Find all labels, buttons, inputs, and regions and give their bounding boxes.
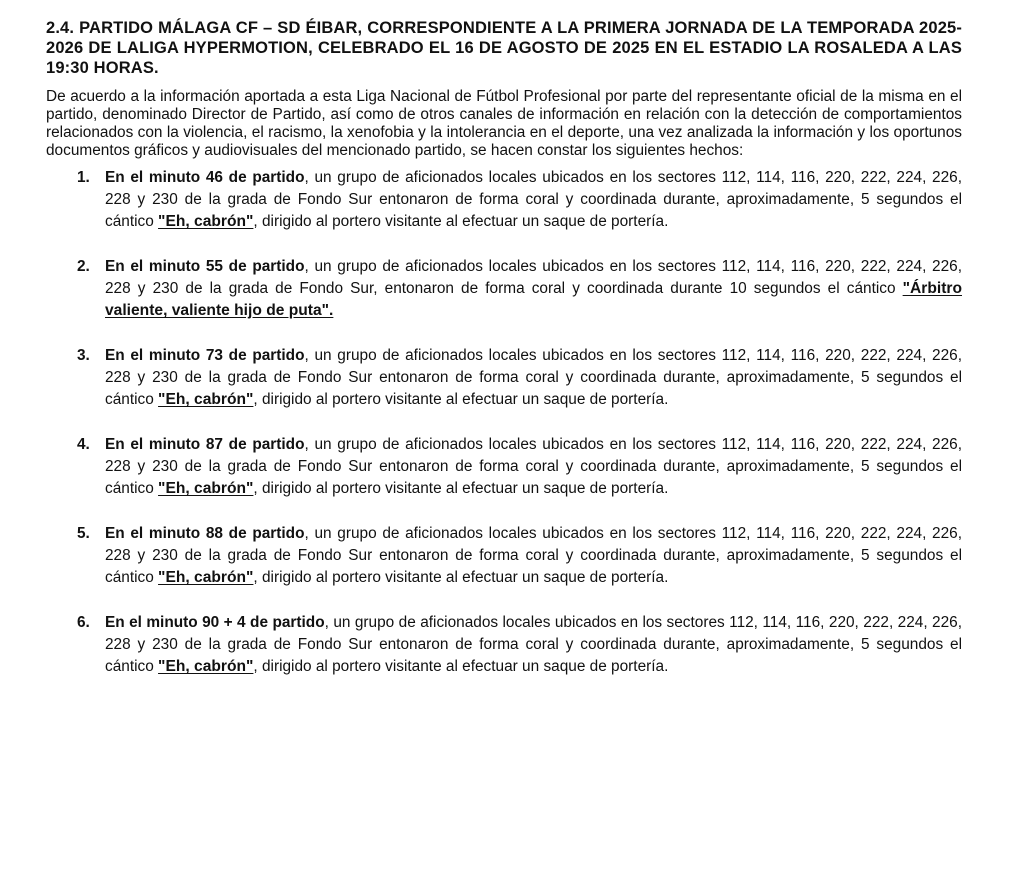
fact-minute: En el minuto 73 de partido	[105, 347, 305, 364]
fact-text: , un grupo de aficionados locales ubicados en los sectores 112, 114, 116, 220, 222, 224, 226, 228 y 230 de la grada de Fondo Sur entonaron de forma coral y coordinada durante, aproximadamente, 5 segundos el cántico	[105, 614, 962, 675]
fact-chant: "Eh, cabrón"	[158, 391, 254, 408]
facts-list	[46, 167, 962, 678]
fact-minute: En el minuto 55 de partido	[105, 258, 305, 275]
fact-item	[46, 256, 962, 322]
fact-tail: , dirigido al portero visitante al efectuar un saque de portería.	[253, 213, 669, 230]
fact-tail: , dirigido al portero visitante al efectuar un saque de portería.	[253, 391, 669, 408]
fact-tail: , dirigido al portero visitante al efectuar un saque de portería.	[253, 569, 669, 586]
fact-chant: "Eh, cabrón"	[158, 658, 254, 675]
fact-tail: , dirigido al portero visitante al efectuar un saque de portería.	[253, 480, 669, 497]
fact-number: 1.	[77, 169, 90, 186]
fact-text: , un grupo de aficionados locales ubicados en los sectores 112, 114, 116, 220, 222, 224, 226, 228 y 230 de la grada de Fondo Sur entonaron de forma coral y coordinada durante, aproximadamente, 5 segundos el cántico	[105, 436, 962, 497]
fact-item	[46, 523, 962, 589]
fact-chant: "Eh, cabrón"	[158, 480, 254, 497]
fact-item	[46, 345, 962, 411]
fact-number: 5.	[77, 525, 90, 542]
fact-item	[46, 434, 962, 500]
fact-chant: "Eh, cabrón"	[158, 213, 254, 230]
section-heading: 2.4. PARTIDO MÁLAGA CF – SD ÉIBAR, CORRESPONDIENTE A LA PRIMERA JORNADA DE LA TEMPORADA 2025-2026 DE LALIGA HYPERMOTION, CELEBRADO EL 16 DE AGOSTO DE 2025 EN EL ESTADIO LA ROSALEDA A LAS 19:30 HORAS.	[46, 19, 962, 77]
fact-number: 6.	[77, 614, 90, 631]
fact-number: 4.	[77, 436, 90, 453]
fact-text: , un grupo de aficionados locales ubicados en los sectores 112, 114, 116, 220, 222, 224, 226, 228 y 230 de la grada de Fondo Sur entonaron de forma coral y coordinada durante, aproximadamente, 5 segundos el cántico	[105, 347, 962, 408]
fact-item	[46, 167, 962, 233]
fact-minute: En el minuto 90 + 4 de partido	[105, 614, 325, 631]
fact-minute: En el minuto 87 de partido	[105, 436, 305, 453]
fact-minute: En el minuto 46 de partido	[105, 169, 305, 186]
intro-paragraph: De acuerdo a la información aportada a esta Liga Nacional de Fútbol Profesional por parte del representante oficial de la misma en el partido, denominado Director de Partido, así como de otros canales de información en relación con la detección de comportamientos relacionados con la violencia, el racismo, la xenofobia y la intolerancia en el deporte, una vez analizada la información y los oportunos documentos gráficos y audiovisuales del mencionado partido, se hacen constar los siguientes hechos:	[46, 88, 962, 159]
fact-chant: "Árbitro valiente, valiente hijo de puta".	[105, 280, 962, 319]
fact-minute: En el minuto 88 de partido	[105, 525, 305, 542]
fact-number: 3.	[77, 347, 90, 364]
fact-text: , un grupo de aficionados locales ubicados en los sectores 112, 114, 116, 220, 222, 224, 226, 228 y 230 de la grada de Fondo Sur entonaron de forma coral y coordinada durante, aproximadamente, 5 segundos el cántico	[105, 525, 962, 586]
fact-text: , un grupo de aficionados locales ubicados en los sectores 112, 114, 116, 220, 222, 224, 226, 228 y 230 de la grada de Fondo Sur, entonaron de forma coral y coordinada durante 10 segundos el cántico	[105, 258, 962, 297]
fact-tail: , dirigido al portero visitante al efectuar un saque de portería.	[253, 658, 669, 675]
fact-text: , un grupo de aficionados locales ubicados en los sectores 112, 114, 116, 220, 222, 224, 226, 228 y 230 de la grada de Fondo Sur entonaron de forma coral y coordinada durante, aproximadamente, 5 segundos el cántico	[105, 169, 962, 230]
fact-number: 2.	[77, 258, 90, 275]
fact-item	[46, 612, 962, 678]
fact-chant: "Eh, cabrón"	[158, 569, 254, 586]
